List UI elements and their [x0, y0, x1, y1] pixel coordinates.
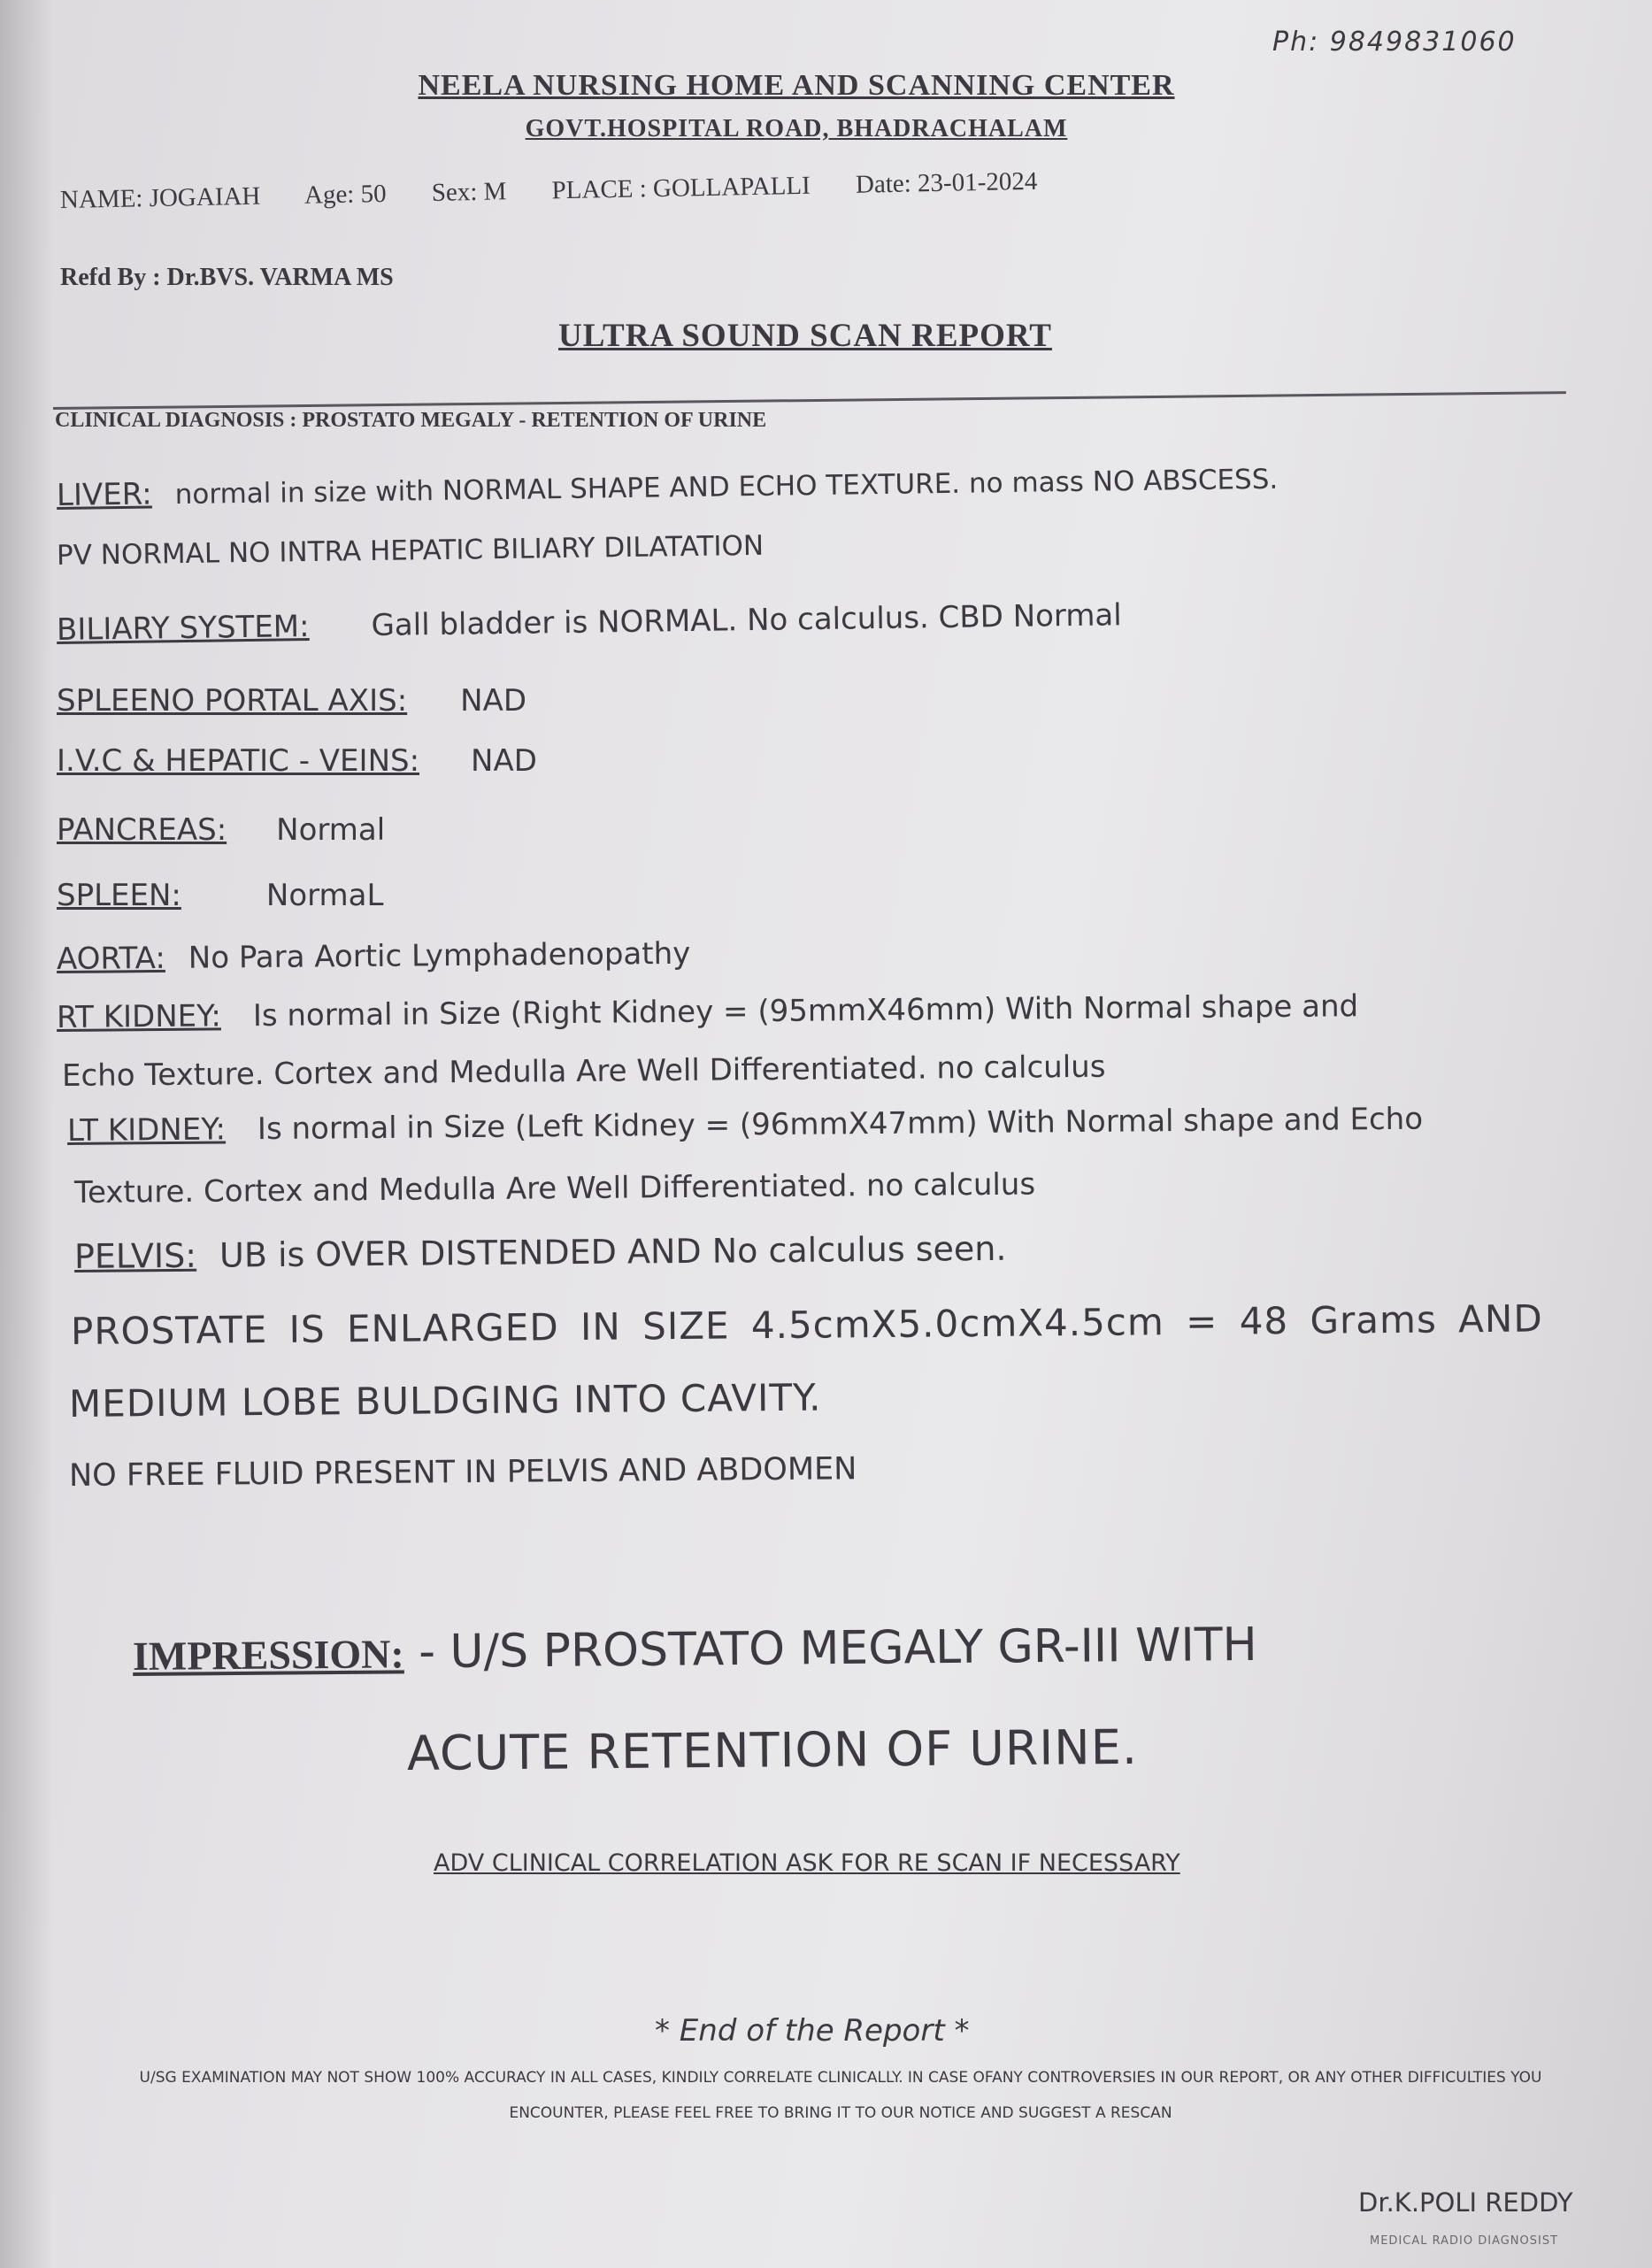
phone-number: Ph: 9849831060	[1272, 27, 1517, 58]
finding-pancreas	[57, 812, 385, 848]
finding-prostate-2: MEDIUM LOBE BULDGING INTO CAVITY.	[68, 1375, 822, 1426]
patient-age: Age: 50	[304, 179, 387, 210]
spleen-text: NormaL	[265, 878, 384, 913]
aorta-text: No Para Aortic Lymphadenopathy	[188, 935, 691, 976]
finding-prostate: PROSTATE IS ENLARGED IN SIZE 4.5cmX5.0cmX4.5cm = 48 Grams AND	[70, 1296, 1543, 1353]
ivc-label: I.V.C & HEPATIC - VEINS:	[57, 743, 420, 779]
end-of-report: * End of the Report *	[655, 2013, 970, 2049]
patient-name: NAME: JOGAIAH	[59, 181, 261, 214]
spleeno-text: NAD	[460, 683, 527, 719]
doctor-name: Dr.K.POLI REDDY	[1358, 2187, 1573, 2218]
finding-ivc	[57, 743, 537, 779]
finding-rt-kidney-2: Echo Texture. Cortex and Medulla Are Well Differentiated. no calculus	[61, 1049, 1106, 1094]
report-date: Date: 23-01-2024	[855, 166, 1038, 199]
biliary-text: Gall bladder is NORMAL. No calculus. CBD Normal	[371, 597, 1122, 644]
finding-spleeno-portal	[57, 683, 526, 719]
patient-sex: Sex: M	[431, 177, 507, 207]
aorta-label: AORTA:	[56, 940, 165, 977]
impression	[133, 1618, 1257, 1681]
doctor-title: MEDICAL RADIO DIAGNOSIST	[1370, 2234, 1559, 2248]
clinical-diagnosis: CLINICAL DIAGNOSIS : PROSTATO MEGALY - RETENTION OF URINE	[55, 409, 767, 432]
finding-spleen	[57, 878, 383, 913]
report-title: ULTRA SOUND SCAN REPORT	[558, 318, 1052, 354]
referred-by: Refd By : Dr.BVS. VARMA MS	[60, 264, 394, 291]
advice-note: ADV CLINICAL CORRELATION ASK FOR RE SCAN IF NECESSARY	[434, 1849, 1180, 1877]
rt-kidney-text: Is normal in Size (Right Kidney = (95mmX46mm) With Normal shape and	[252, 988, 1359, 1034]
rt-kidney-label: RT KIDNEY:	[56, 998, 222, 1035]
pelvis-text: UB is OVER DISTENDED AND No calculus seen.	[219, 1228, 1007, 1275]
lt-kidney-label: LT KIDNEY:	[66, 1111, 227, 1149]
hospital-name: NEELA NURSING HOME AND SCANNING CENTER	[418, 69, 1175, 102]
pelvis-label: PELVIS:	[73, 1235, 197, 1276]
finding-aorta	[57, 936, 691, 977]
finding-free-fluid: NO FREE FLUID PRESENT IN PELVIS AND ABDOMEN	[68, 1451, 857, 1494]
patient-place: PLACE : GOLLAPALLI	[551, 171, 811, 205]
spleen-label: SPLEEN:	[57, 878, 181, 913]
disclaimer: U/SG EXAMINATION MAY NOT SHOW 100% ACCURACY IN ALL CASES, KINDILY CORRELATE CLINICALLY. IN CASE OFANY CONTROVERSIES IN OUR REPORT, OR ANY OTHER DIFFICULTIES YOU ENCOUNTER, PLEASE FEEL FREE TO BRING IT TO OUR NOTICE AND SUGGEST A RESCAN	[139, 2069, 1542, 2122]
liver-text: normal in size with NORMAL SHAPE AND ECHO TEXTURE. no mass NO ABSCESS.	[174, 463, 1279, 511]
finding-pelvis	[74, 1229, 1007, 1276]
pancreas-text: Normal	[276, 812, 386, 848]
ivc-text: NAD	[471, 743, 537, 779]
impression-label: IMPRESSION:	[132, 1631, 404, 1679]
impression-line-2: ACUTE RETENTION OF URINE.	[406, 1718, 1139, 1781]
liver-label: LIVER:	[56, 476, 153, 513]
spleeno-label: SPLEENO PORTAL AXIS:	[57, 683, 408, 719]
finding-lt-kidney-2: Texture. Cortex and Medulla Are Well Differentiated. no calculus	[73, 1166, 1036, 1211]
biliary-label: BILIARY SYSTEM:	[56, 609, 310, 648]
impression-line-1: - U/S PROSTATO MEGALY GR-III WITH	[418, 1618, 1257, 1680]
lt-kidney-text: Is normal in Size (Left Kidney = (96mmX47mm) With Normal shape and Echo	[257, 1101, 1424, 1148]
pancreas-label: PANCREAS:	[57, 812, 227, 848]
finding-liver-2: PV NORMAL NO INTRA HEPATIC BILIARY DILATATION	[56, 529, 765, 572]
paper-shadow	[0, 0, 53, 2268]
hospital-address: GOVT.HOSPITAL ROAD, BHADRACHALAM	[525, 115, 1068, 142]
